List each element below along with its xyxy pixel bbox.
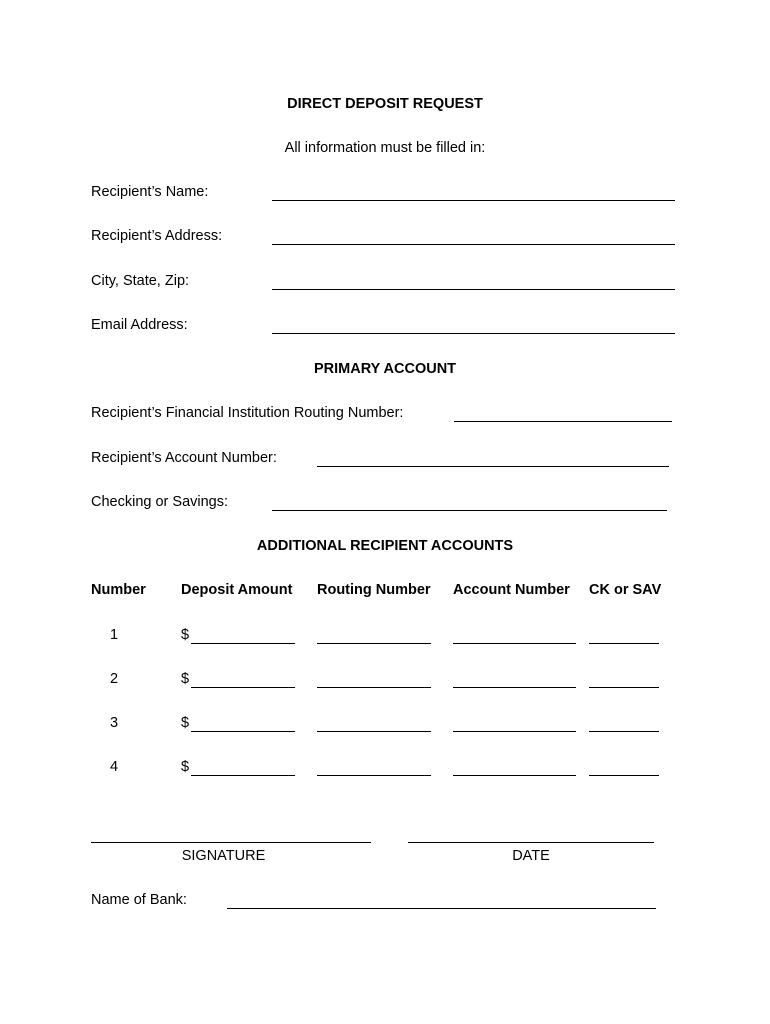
row-number: 2 [110, 671, 119, 687]
form-title: DIRECT DEPOSIT REQUEST [287, 96, 483, 112]
deposit-amount-field[interactable] [191, 731, 295, 732]
ck-or-sav-cell[interactable] [589, 643, 659, 644]
date-field[interactable] [408, 842, 654, 843]
currency-symbol: $ [181, 759, 190, 775]
city-state-zip-label: City, State, Zip: [91, 273, 190, 289]
routing-number-cell[interactable] [317, 775, 431, 776]
checking-savings-field[interactable] [272, 510, 667, 511]
currency-symbol: $ [181, 715, 190, 731]
routing-number-label: Recipient’s Financial Institution Routing Number: [91, 405, 404, 421]
account-number-cell[interactable] [453, 643, 576, 644]
name-of-bank-label: Name of Bank: [91, 892, 187, 908]
email-address-field[interactable] [272, 333, 675, 334]
recipient-address-field[interactable] [272, 244, 675, 245]
recipient-name-label: Recipient’s Name: [91, 184, 209, 200]
city-state-zip-field[interactable] [272, 289, 675, 290]
column-header-account-number: Account Number [453, 582, 570, 598]
account-number-cell[interactable] [453, 731, 576, 732]
row-number: 4 [110, 759, 119, 775]
primary-account-heading: PRIMARY ACCOUNT [313, 361, 457, 377]
recipient-name-field[interactable] [272, 200, 675, 201]
routing-number-cell[interactable] [317, 687, 431, 688]
account-number-cell[interactable] [453, 687, 576, 688]
date-label: DATE [512, 848, 550, 864]
account-number-cell[interactable] [453, 775, 576, 776]
additional-accounts-heading: ADDITIONAL RECIPIENT ACCOUNTS [256, 538, 514, 554]
row-number: 1 [110, 627, 119, 643]
recipient-address-label: Recipient’s Address: [91, 228, 223, 244]
form-instruction: All information must be filled in: [284, 140, 486, 156]
ck-or-sav-cell[interactable] [589, 731, 659, 732]
account-number-field[interactable] [317, 466, 669, 467]
deposit-amount-field[interactable] [191, 687, 295, 688]
routing-number-field[interactable] [454, 421, 672, 422]
checking-savings-label: Checking or Savings: [91, 494, 229, 510]
deposit-amount-field[interactable] [191, 775, 295, 776]
row-number: 3 [110, 715, 119, 731]
signature-label: SIGNATURE [181, 848, 266, 864]
routing-number-cell[interactable] [317, 731, 431, 732]
column-header-routing-number: Routing Number [317, 582, 431, 598]
column-header-number: Number [91, 582, 146, 598]
name-of-bank-field[interactable] [227, 908, 656, 909]
routing-number-cell[interactable] [317, 643, 431, 644]
ck-or-sav-cell[interactable] [589, 687, 659, 688]
currency-symbol: $ [181, 627, 190, 643]
email-address-label: Email Address: [91, 317, 188, 333]
column-header-deposit-amount: Deposit Amount [181, 582, 293, 598]
currency-symbol: $ [181, 671, 190, 687]
account-number-label: Recipient’s Account Number: [91, 450, 277, 466]
deposit-amount-field[interactable] [191, 643, 295, 644]
ck-or-sav-cell[interactable] [589, 775, 659, 776]
column-header-ck-or-sav: CK or SAV [589, 582, 662, 598]
signature-field[interactable] [91, 842, 371, 843]
